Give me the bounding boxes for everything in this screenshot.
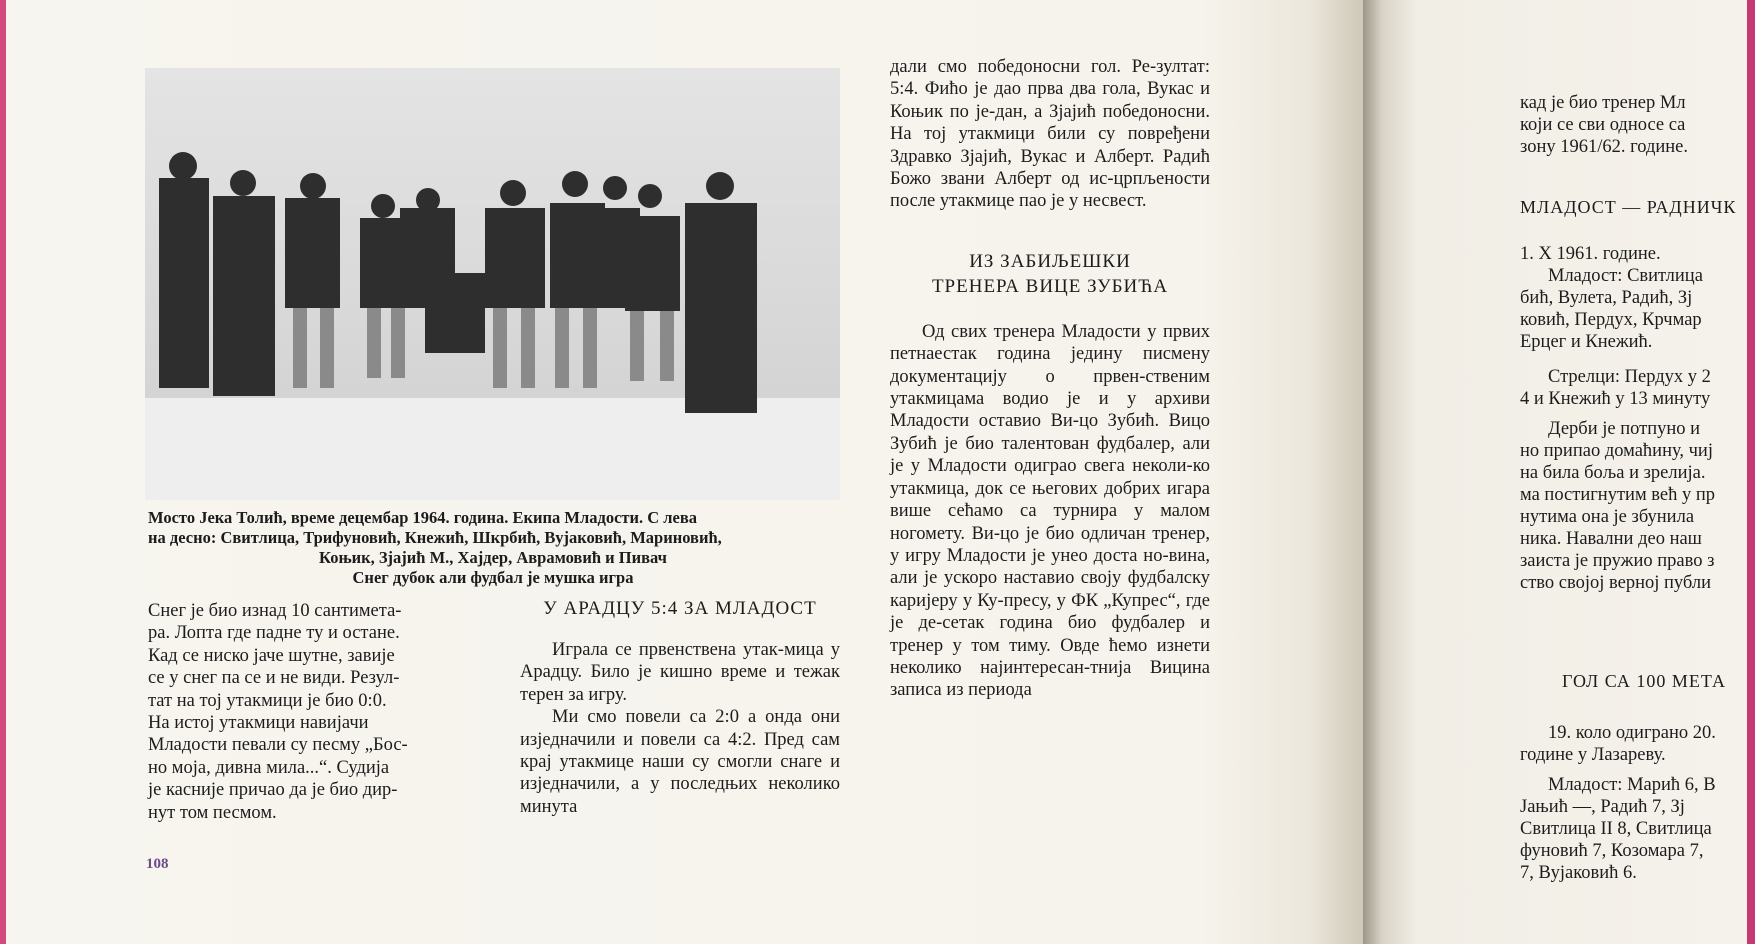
col1-line: се у снег па се и не види. Резул- <box>148 668 400 689</box>
right-line: Ерцег и Кнежић. <box>1520 332 1653 352</box>
team-photo-image <box>145 68 840 500</box>
right-line: Дерби је потпуно и <box>1548 419 1701 439</box>
section-heading-line-2: ТРЕНЕРА ВИЦЕ ЗУБИЋА <box>931 275 1169 297</box>
right-line: фуновић 7, Козомара 7, <box>1520 841 1704 861</box>
caption-line-1: Мосто Јека Толић, време децембар 1964. година. Екипа Младости. С лева <box>148 508 698 527</box>
right-block-1 <box>1520 243 1703 353</box>
right-line: нутима она је збунила <box>1520 507 1695 527</box>
col1-line: Младости певали су песму „Бос- <box>148 735 408 756</box>
col1-line: је касније причао да је био дир- <box>148 780 398 801</box>
section-heading-line-1: ИЗ ЗАБИЉЕШКИ <box>969 250 1131 272</box>
section-heading-aradac: У АРАДЦУ 5:4 ЗА МЛАДОСТ <box>543 598 817 619</box>
caption-line-3: Коњик, Зјајић М., Хајдер, Аврамовић и Пивач <box>319 548 667 567</box>
right-line: на била боља и зрелија. <box>1520 463 1706 483</box>
col2-paragraph-2: Ми смо повели са 2:0 а онда они изједначили и повели са 4:2. Пред сам крај утакмице наши су смогли снаге и изједначили, а у последњих неколико минута <box>520 707 840 817</box>
right-line: заиста је пружио право з <box>1520 551 1715 571</box>
col2-paragraph-1: Играла се првенствена утак-мица у Арадцу. Било је кишно време и тежак терен за игру. <box>520 640 840 705</box>
right-block-4 <box>1520 722 1716 766</box>
team-photo <box>145 68 840 500</box>
right-top-text <box>1520 92 1688 158</box>
col3-paragraph-2: Од свих тренера Младости у првих петнаестак година једину писмену документацију о првен-ственим утакмицама водио је и у архиви Младости оставио Ви-цо Зубић. Вицо Зубић је био талентован фудбалер, али је у Младости одиграо свега неколи-ко утакмица, док се његових добрих игара више сећамо са турнира у малом ногомету. Ви-цо је био одличан тренер, у игру Младости је унео доста но-вина, али је ускоро наставио своју фудбалску каријеру у Ку-пресу, у ФК „Купрес“, где је де-сетак година био фудбалер и тренер у том тиму. Овде ћемо изнети неколико најинтересан-тнија Вицина записа из периода <box>890 321 1210 701</box>
right-line: Младост: Свитлица <box>1548 266 1703 286</box>
col1-line: Кад се ниско јаче шутне, завије <box>148 645 395 666</box>
right-line: 19. коло одиграно 20. <box>1548 723 1716 743</box>
right-line: Младост: Марић 6, В <box>1548 775 1716 795</box>
caption-line-4: Снег дубок али фудбал је мушка игра <box>352 568 634 587</box>
column-2 <box>520 596 840 818</box>
right-line: бић, Вулета, Радић, Зј <box>1520 288 1693 308</box>
right-block-3 <box>1520 418 1715 594</box>
right-line: 1. X 1961. године. <box>1520 244 1661 264</box>
right-line: Јањић —, Радић 7, Зј <box>1520 797 1685 817</box>
col1-line: нут том песмом. <box>148 802 277 823</box>
right-line: Стрелци: Пердух у 2 <box>1548 367 1711 387</box>
right-line: године у Лазареву. <box>1520 745 1666 765</box>
book-edge-right <box>1747 0 1755 944</box>
column-1 <box>148 600 468 824</box>
right-line: зону 1961/62. године. <box>1520 137 1689 157</box>
right-block-5 <box>1520 774 1716 884</box>
right-line: 4 и Кнежић у 13 минуту <box>1520 389 1711 409</box>
col1-line: ра. Лопта где падне ту и остане. <box>148 623 400 644</box>
page-number: 108 <box>146 856 169 872</box>
right-line: који се сви односе са <box>1520 115 1686 135</box>
right-line: но припао домаћину, чиј <box>1520 441 1713 461</box>
right-line: ма постигнутим већ у пр <box>1520 485 1716 505</box>
right-line: кад је био тренер Мл <box>1520 93 1686 113</box>
right-heading-1: МЛАДОСТ — РАДНИЧК <box>1520 197 1737 217</box>
caption-line-2: на десно: Свитлица, Трифуновић, Кнежић, Шкрбић, Вујаковић, Мариновић, <box>148 528 722 547</box>
col1-line: Снег је био изнад 10 сантимета- <box>148 601 402 621</box>
col1-line: но моја, дивна мила...“. Судија <box>148 757 390 778</box>
col1-line: тат на тој утакмици је био 0:0. <box>148 690 387 711</box>
col3-paragraph-1: дали смо победоносни гол. Ре-зултат: 5:4. Фићо је дао прва два гола, Вукас и Коњик по је-дан, а Зјајић победоносни. На тој утакмици били су повређени Здравко Зјајић, Вукас и Алберт. Радић Божо звани Алберт од ис-црпљености после утакмице пао је у несвест. <box>890 57 1210 212</box>
right-line: Свитлица II 8, Свитлица <box>1520 819 1712 839</box>
right-block-2 <box>1520 366 1711 410</box>
right-line: ника. Навални део наш <box>1520 529 1702 549</box>
photo-caption <box>148 508 838 588</box>
column-3 <box>890 56 1210 702</box>
right-heading-2: ГОЛ СА 100 МЕТА <box>1562 671 1726 691</box>
col1-line: На истој утакмици навијачи <box>148 713 369 734</box>
right-line: 7, Вујаковић 6. <box>1520 863 1637 883</box>
right-line: ство својој верној публи <box>1520 573 1711 593</box>
right-line: ковић, Пердух, Крчмар <box>1520 310 1702 330</box>
